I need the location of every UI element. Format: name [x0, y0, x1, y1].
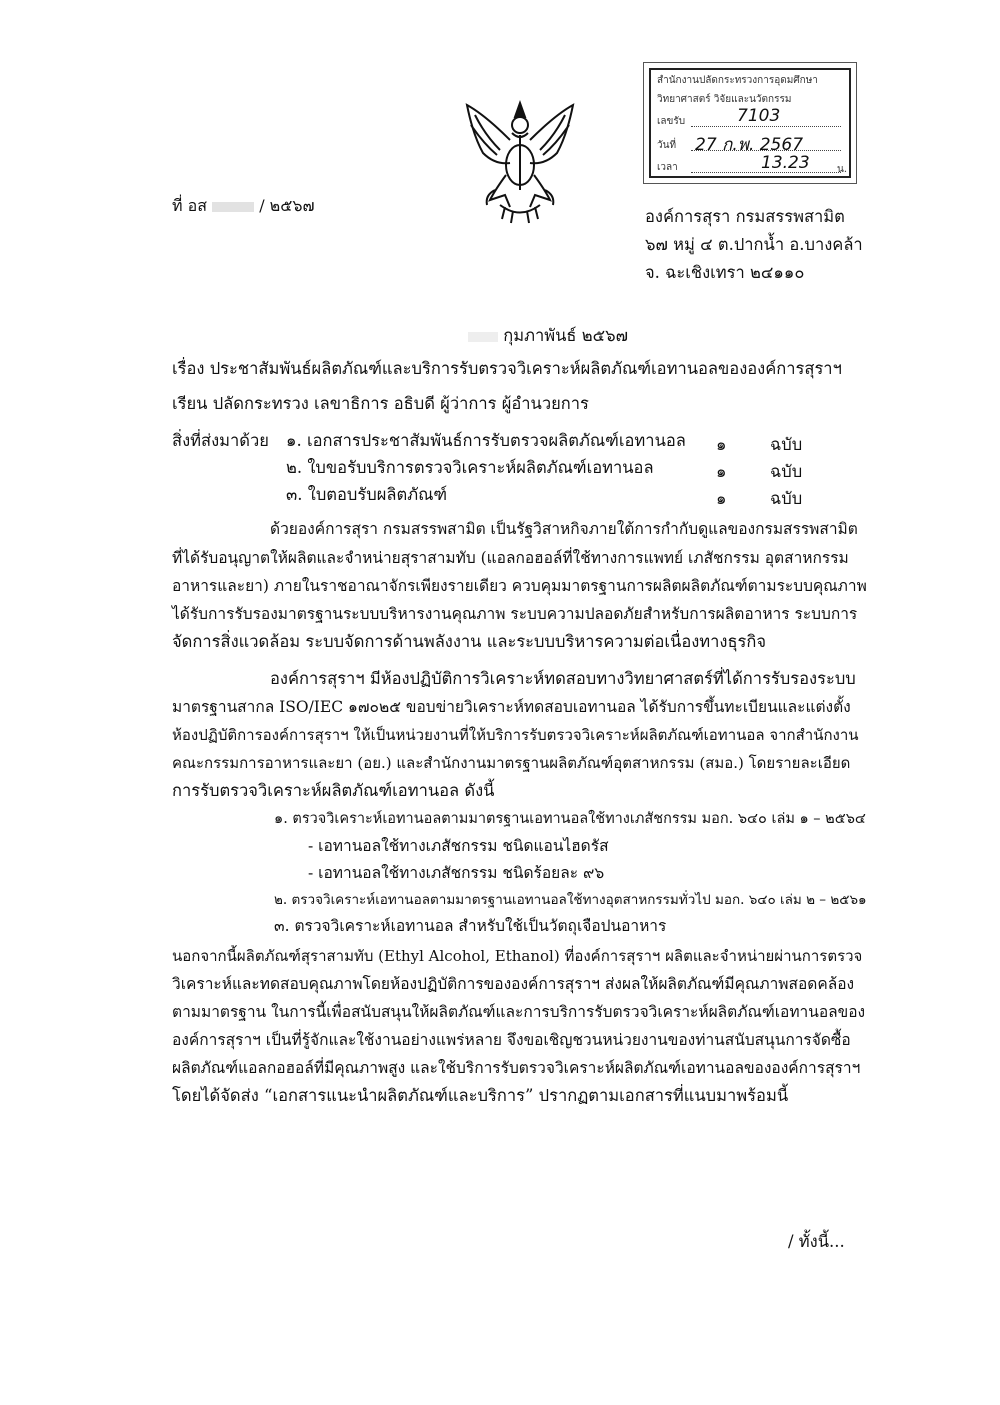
- document-number-prefix: ที่ อส: [172, 196, 208, 215]
- enclosures-label: สิ่งที่ส่งมาด้วย: [172, 431, 269, 450]
- redacted-mark: [212, 202, 254, 212]
- sender-line2: ๖๗ หมู่ ๔ ต.ปากน้ำ อ.บางคล้า: [645, 235, 863, 254]
- stamp-suffix: น.: [837, 164, 848, 175]
- stamp-office-line2: วิทยาศาสตร์ วิจัยและนวัตกรรม: [657, 94, 792, 105]
- continuation-marker: / ทั้งนี้...: [788, 1232, 845, 1251]
- paragraph-line: ได้รับการรับรองมาตรฐานระบบบริหารงานคุณภาพ ระบบความปลอดภัยสำหรับการผลิตอาหาร ระบบการ: [172, 605, 858, 623]
- paragraph-line: ตามมาตรฐาน ในการนี้เพื่อสนับสนุนให้ผลิตภัณฑ์และการบริการรับตรวจวิเคราะห์ผลิตภัณฑ์เอทานอลของ: [172, 1003, 866, 1021]
- enclosure-item-text: ๒. ใบขอรับบริการตรวจวิเคราะห์ผลิตภัณฑ์เอทานอล: [286, 458, 654, 477]
- paragraph-line: ที่ได้รับอนุญาตให้ผลิตและจำหน่ายสุราสามทับ (แอลกอฮอล์ที่ใช้ทางการแพทย์ เภสัชกรรม อุตสาหกรรม: [172, 549, 849, 567]
- enclosure-item-unit: ฉบับ: [770, 489, 803, 508]
- stamp-date-label: วันที่: [657, 140, 677, 151]
- sender-line3: จ. ฉะเชิงเทรา ๒๔๑๑๐: [645, 263, 805, 282]
- service-item: ๒. ตรวจวิเคราะห์เอทานอลตามมาตรฐานเอทานอลใช้ทางอุตสาหกรรมทั่วไป มอก. ๖๔๐ เล่ม ๒ – ๒๕๖๑: [274, 892, 867, 908]
- stamp-date: 27 ก.พ. 2567: [695, 135, 804, 155]
- enclosure-item-text: ๑. เอกสารประชาสัมพันธ์การรับตรวจผลิตภัณฑ์เอทานอล: [286, 431, 686, 450]
- enclosure-item-qty: ๑: [716, 489, 727, 508]
- stamp-line: [691, 126, 841, 127]
- stamp-time: 13.23: [761, 153, 810, 173]
- date-text: กุมภาพันธ์ ๒๕๖๗: [503, 326, 628, 345]
- paragraph-line: ผลิตภัณฑ์แอลกอฮอล์ที่มีคุณภาพสูง และใช้บริการรับตรวจวิเคราะห์ผลิตภัณฑ์เอทานอลขององค์การสุราฯ: [172, 1059, 861, 1077]
- subject-line: เรื่อง ประชาสัมพันธ์ผลิตภัณฑ์และบริการรับตรวจวิเคราะห์ผลิตภัณฑ์เอทานอลขององค์การสุราฯ: [172, 359, 842, 378]
- enclosure-item-unit: ฉบับ: [770, 462, 803, 481]
- enclosure-item-qty: ๑: [716, 462, 727, 481]
- paragraph-line: การรับตรวจวิเคราะห์ผลิตภัณฑ์เอทานอล ดังนี้: [172, 781, 495, 800]
- sender-line1: องค์การสุรา กรมสรรพสามิต: [645, 207, 845, 226]
- document-number-suffix: / ๒๕๖๗: [259, 196, 315, 215]
- redacted-mark: [468, 332, 498, 342]
- paragraph-line: ห้องปฏิบัติการองค์การสุราฯ ให้เป็นหน่วยงานที่ให้บริการรับตรวจวิเคราะห์ผลิตภัณฑ์เอทานอล จากสำนักงาน: [172, 726, 859, 744]
- date-line: [468, 322, 628, 350]
- paragraph-line: อาหารและยา) ภายในราชอาณาจักรเพียงรายเดียว ควบคุมมาตรฐานการผลิตผลิตภัณฑ์ตามระบบคุณภาพ: [172, 577, 867, 595]
- service-item: ๑. ตรวจวิเคราะห์เอทานอลตามมาตรฐานเอทานอลใช้ทางเภสัชกรรม มอก. ๖๔๐ เล่ม ๑ – ๒๕๖๔: [274, 811, 866, 827]
- paragraph-line: ด้วยองค์การสุรา กรมสรรพสามิต เป็นรัฐวิสาหกิจภายใต้การกำกับดูแลของกรมสรรพสามิต: [270, 520, 858, 538]
- garuda-emblem: [455, 95, 585, 230]
- enclosure-item-text: ๓. ใบตอบรับผลิตภัณฑ์: [286, 485, 448, 504]
- paragraph-line: องค์การสุราฯ มีห้องปฏิบัติการวิเคราะห์ทดสอบทางวิทยาศาสตร์ที่ได้การรับรองระบบ: [270, 669, 856, 688]
- service-subitem: - เอทานอลใช้ทางเภสัชกรรม ชนิดร้อยละ ๙๖: [308, 864, 605, 882]
- stamp-time-label: เวลา: [657, 162, 678, 173]
- service-subitem: - เอทานอลใช้ทางเภสัชกรรม ชนิดแอนไฮดรัส: [308, 837, 609, 855]
- receiving-stamp: [649, 68, 851, 178]
- enclosure-item-unit: ฉบับ: [770, 435, 803, 454]
- paragraph-line: จัดการสิ่งแวดล้อม ระบบจัดการด้านพลังงาน และระบบบริหารความต่อเนื่องทางธุรกิจ: [172, 632, 767, 651]
- stamp-office-line1: สำนักงานปลัดกระทรวงการอุดมศึกษา: [657, 75, 818, 86]
- paragraph-line: นอกจากนี้ผลิตภัณฑ์สุราสามทับ (Ethyl Alcohol, Ethanol) ที่องค์การสุราฯ ผลิตและจำหน่ายผ่านการตรวจ: [172, 947, 863, 965]
- paragraph-line: มาตรฐานสากล ISO/IEC ๑๗๐๒๕ ขอบข่ายวิเคราะห์ทดสอบเอทานอล ได้รับการขึ้นทะเบียนและแต่งตั้ง: [172, 698, 851, 716]
- service-item: ๓. ตรวจวิเคราะห์เอทานอล สำหรับใช้เป็นวัตถุเจือปนอาหาร: [274, 917, 667, 935]
- paragraph-line: วิเคราะห์และทดสอบคุณภาพโดยห้องปฏิบัติการขององค์การสุราฯ ส่งผลให้ผลิตภัณฑ์มีคุณภาพสอดคล้อง: [172, 975, 855, 993]
- salutation-line: เรียน ปลัดกระทรวง เลขาธิการ อธิบดี ผู้ว่าการ ผู้อำนวยการ: [172, 394, 589, 413]
- stamp-receive-label: เลขรับ: [657, 116, 686, 127]
- enclosure-item-qty: ๑: [716, 435, 727, 454]
- document-number: [172, 192, 315, 220]
- paragraph-line: องค์การสุราฯ เป็นที่รู้จักและใช้งานอย่างแพร่หลาย จึงขอเชิญชวนหน่วยงานของท่านสนับสนุนการจัดซื้อ: [172, 1031, 851, 1049]
- paragraph-line: คณะกรรมการอาหารและยา (อย.) และสำนักงานมาตรฐานผลิตภัณฑ์อุตสาหกรรม (สมอ.) โดยรายละเอียด: [172, 754, 851, 772]
- stamp-receive-number: 7103: [737, 106, 781, 126]
- paragraph-line: โดยได้จัดส่ง “เอกสารแนะนำผลิตภัณฑ์และบริการ” ปรากฏตามเอกสารที่แนบมาพร้อมนี้: [172, 1086, 789, 1105]
